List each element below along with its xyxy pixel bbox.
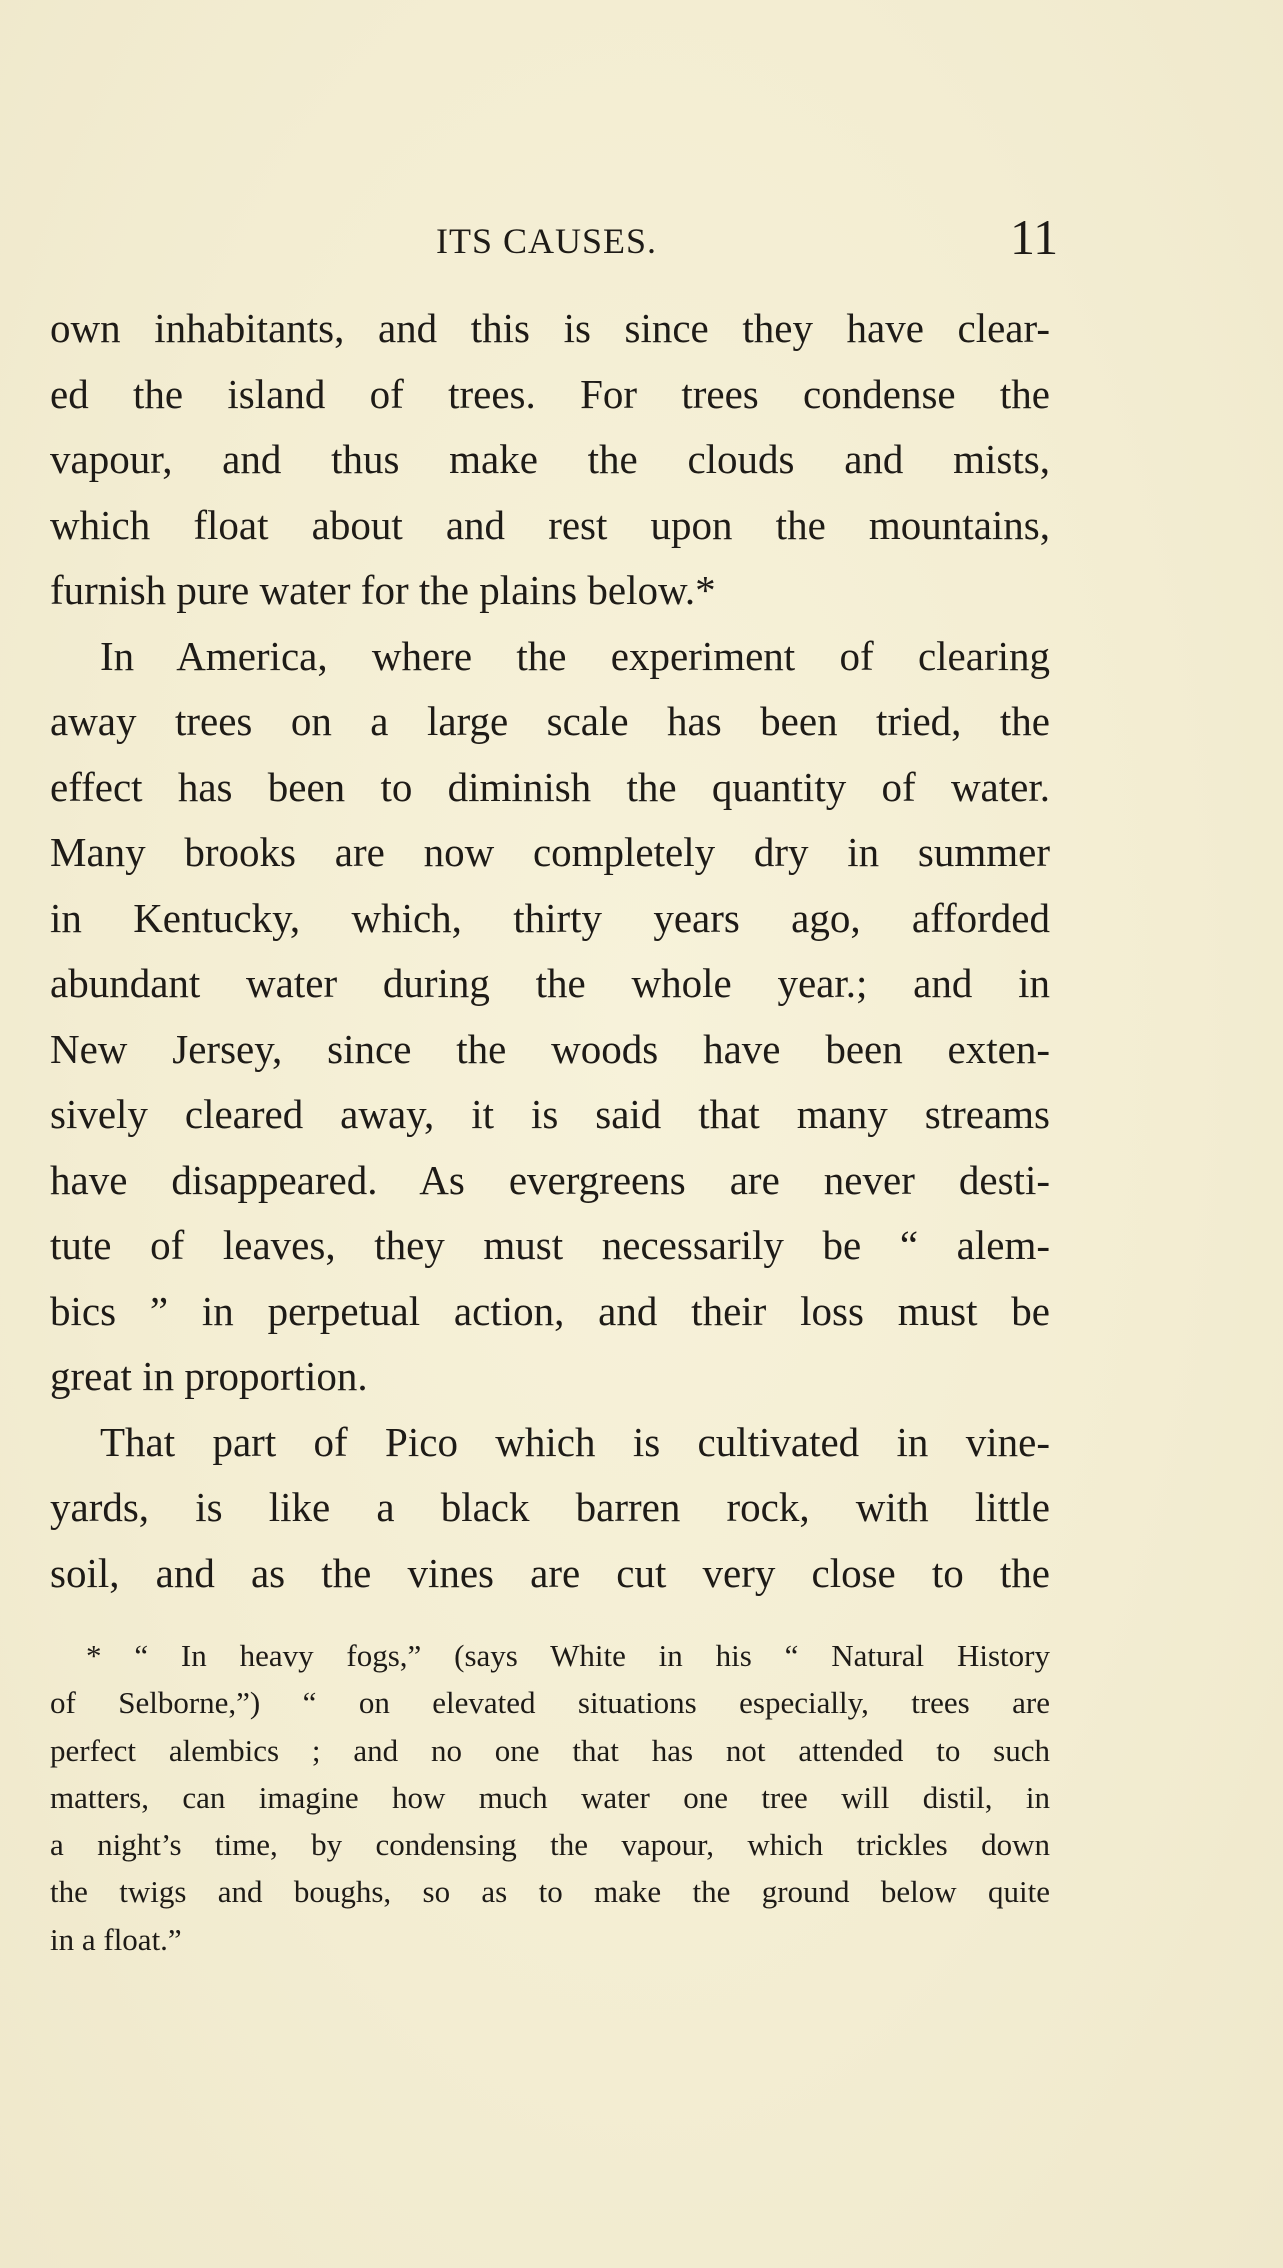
footnote-line: the twigs and boughs, so as to make the ground below quite	[50, 1874, 1050, 1910]
text-line: New Jersey, since the woods have been exten-	[50, 1025, 1050, 1072]
text-line: That part of Pico which is cultivated in vine-	[100, 1418, 1050, 1465]
text-line: ed the island of trees. For trees condense the	[50, 370, 1050, 417]
text-line: great in proportion.	[50, 1353, 368, 1399]
text-line: which float about and rest upon the mountains,	[50, 501, 1050, 548]
footnote-line: of Selborne,”) “ on elevated situations especially, trees are	[50, 1685, 1050, 1721]
footnote-line: matters, can imagine how much water one tree will distil, in	[50, 1779, 1050, 1815]
page-header	[50, 208, 1059, 268]
text-line: Many brooks are now completely dry in summer	[50, 829, 1050, 875]
footnote-line: in a float.”	[50, 1921, 182, 1957]
text-line: abundant water during the whole year.; and in	[50, 960, 1050, 1006]
text-line: In America, where the experiment of clearing	[100, 632, 1050, 679]
footnote-line: perfect alembics ; and no one that has not attended to such	[50, 1732, 1050, 1768]
text-line: bics ” in perpetual action, and their loss must be	[50, 1287, 1050, 1334]
text-line: have disappeared. As evergreens are never desti-	[50, 1156, 1050, 1203]
running-head: ITS CAUSES.	[436, 221, 658, 261]
text-line: soil, and as the vines are cut very close to the	[50, 1549, 1050, 1596]
page-number: 11	[1010, 209, 1059, 265]
text-line: away trees on a large scale has been tried, the	[50, 698, 1050, 744]
text-line: yards, is like a black barren rock, with little	[50, 1484, 1050, 1530]
text-line: sively cleared away, it is said that many streams	[50, 1091, 1050, 1137]
footnote-line: a night’s time, by condensing the vapour, which trickles down	[50, 1827, 1050, 1863]
text-line: in Kentucky, which, thirty years ago, afforded	[50, 894, 1050, 941]
footnote-line: * “ In heavy fogs,” (says White in his “ Natural History	[86, 1638, 1050, 1673]
footnote	[50, 1632, 1050, 1963]
body-text	[50, 296, 1050, 1606]
text-line: effect has been to diminish the quantity of water.	[50, 763, 1050, 810]
text-line: tute of leaves, they must necessarily be “ alem-	[50, 1222, 1050, 1268]
text-line: vapour, and thus make the clouds and mists,	[50, 436, 1050, 482]
text-line: own inhabitants, and this is since they have clear-	[50, 305, 1050, 351]
text-line: furnish pure water for the plains below.*	[50, 567, 716, 613]
